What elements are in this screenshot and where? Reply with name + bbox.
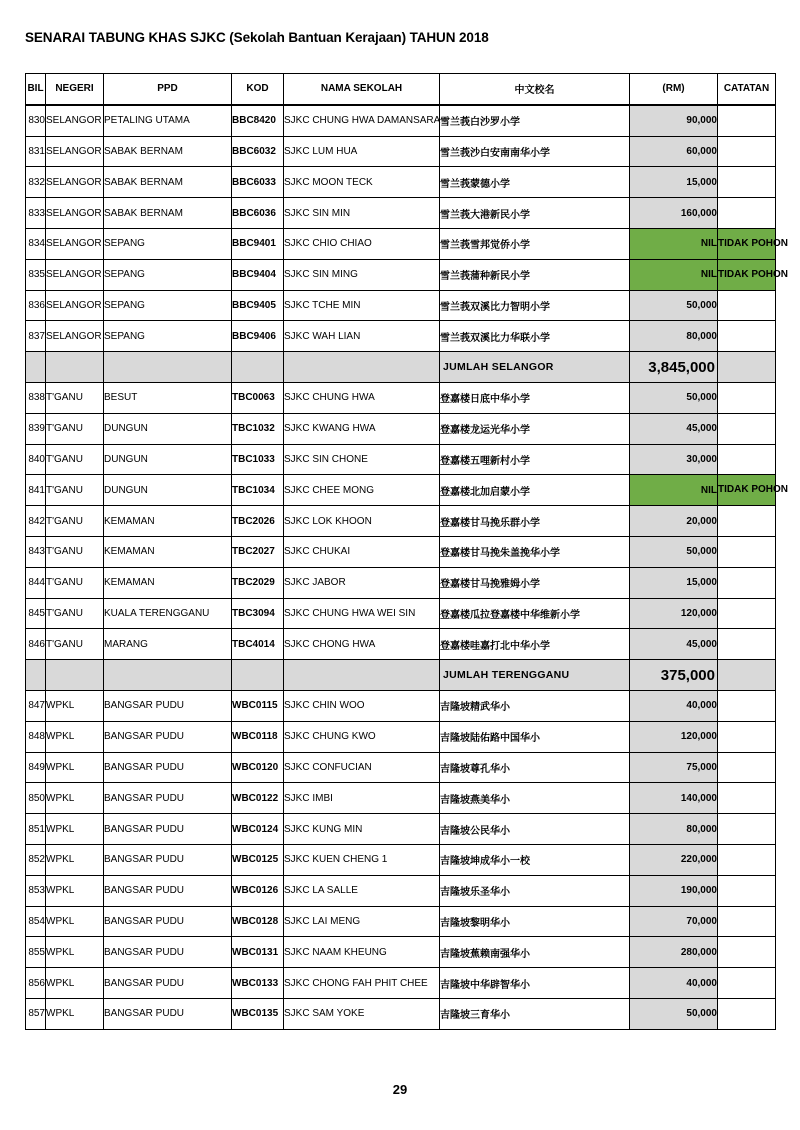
- negeri-cell: T'GANU: [46, 475, 104, 506]
- amount-cell: 160,000: [630, 198, 718, 229]
- ppd-cell: SABAK BERNAM: [104, 167, 232, 198]
- school-name-cell: SJKC NAAM KHEUNG: [284, 937, 440, 968]
- catatan-cell: [718, 105, 776, 136]
- school-name-cell: SJKC KWANG HWA: [284, 413, 440, 444]
- catatan-cell: [718, 844, 776, 875]
- header-ppd: PPD: [104, 74, 232, 105]
- ppd-cell: BANGSAR PUDU: [104, 814, 232, 845]
- subtotal-empty-cell: [718, 352, 776, 383]
- chinese-name-cell: 雪兰莪双溪比力华联小学: [440, 321, 630, 352]
- ppd-cell: BANGSAR PUDU: [104, 752, 232, 783]
- chinese-name-cell: 雪兰莪白沙罗小学: [440, 105, 630, 136]
- table-row: [26, 536, 776, 567]
- bil-cell: 843: [26, 536, 46, 567]
- table-row: [26, 259, 776, 290]
- bil-cell: 854: [26, 906, 46, 937]
- chinese-name-cell: 吉隆坡精武华小: [440, 690, 630, 721]
- subtotal-empty-cell: [26, 660, 46, 691]
- amount-cell: 120,000: [630, 721, 718, 752]
- ppd-cell: DUNGUN: [104, 444, 232, 475]
- amount-cell: 40,000: [630, 968, 718, 999]
- ppd-cell: BANGSAR PUDU: [104, 906, 232, 937]
- subtotal-empty-cell: [46, 660, 104, 691]
- header-bil: BIL: [26, 74, 46, 105]
- kod-cell: TBC3094: [232, 598, 284, 629]
- bil-cell: 837: [26, 321, 46, 352]
- negeri-cell: T'GANU: [46, 629, 104, 660]
- table-row: [26, 382, 776, 413]
- negeri-cell: WPKL: [46, 906, 104, 937]
- table-row: [26, 721, 776, 752]
- amount-cell: 120,000: [630, 598, 718, 629]
- table-row: [26, 198, 776, 229]
- bil-cell: 840: [26, 444, 46, 475]
- kod-cell: TBC2029: [232, 567, 284, 598]
- kod-cell: TBC2026: [232, 506, 284, 537]
- catatan-cell: [718, 875, 776, 906]
- subtotal-empty-cell: [284, 660, 440, 691]
- bil-cell: 846: [26, 629, 46, 660]
- table-row: [26, 321, 776, 352]
- catatan-cell: [718, 290, 776, 321]
- negeri-cell: SELANGOR: [46, 290, 104, 321]
- kod-cell: WBC0124: [232, 814, 284, 845]
- table-row: [26, 690, 776, 721]
- ppd-cell: BANGSAR PUDU: [104, 690, 232, 721]
- ppd-cell: SEPANG: [104, 321, 232, 352]
- kod-cell: WBC0135: [232, 998, 284, 1029]
- negeri-cell: WPKL: [46, 814, 104, 845]
- subtotal-row: [26, 352, 776, 383]
- catatan-cell: [718, 906, 776, 937]
- amount-cell: 280,000: [630, 937, 718, 968]
- school-name-cell: SJKC LAI MENG: [284, 906, 440, 937]
- negeri-cell: T'GANU: [46, 382, 104, 413]
- school-name-cell: SJKC SIN CHONE: [284, 444, 440, 475]
- chinese-name-cell: 吉隆坡黎明华小: [440, 906, 630, 937]
- school-name-cell: SJKC JABOR: [284, 567, 440, 598]
- negeri-cell: WPKL: [46, 968, 104, 999]
- negeri-cell: WPKL: [46, 998, 104, 1029]
- bil-cell: 836: [26, 290, 46, 321]
- ppd-cell: BANGSAR PUDU: [104, 998, 232, 1029]
- catatan-cell: [718, 721, 776, 752]
- catatan-cell: [718, 968, 776, 999]
- table-row: [26, 783, 776, 814]
- school-name-cell: SJKC CHIN WOO: [284, 690, 440, 721]
- catatan-cell: TIDAK POHON: [718, 475, 776, 506]
- school-name-cell: SJKC SIN MING: [284, 259, 440, 290]
- subtotal-empty-cell: [284, 352, 440, 383]
- school-name-cell: SJKC CHUNG HWA: [284, 382, 440, 413]
- amount-cell: 140,000: [630, 783, 718, 814]
- table-row: [26, 906, 776, 937]
- negeri-cell: WPKL: [46, 844, 104, 875]
- negeri-cell: SELANGOR: [46, 198, 104, 229]
- kod-cell: BBC9404: [232, 259, 284, 290]
- catatan-cell: [718, 783, 776, 814]
- catatan-cell: [718, 814, 776, 845]
- catatan-cell: [718, 629, 776, 660]
- school-name-cell: SJKC SIN MIN: [284, 198, 440, 229]
- subtotal-row: [26, 660, 776, 691]
- catatan-cell: [718, 536, 776, 567]
- ppd-cell: DUNGUN: [104, 475, 232, 506]
- negeri-cell: SELANGOR: [46, 167, 104, 198]
- table-row: [26, 167, 776, 198]
- bil-cell: 849: [26, 752, 46, 783]
- chinese-name-cell: 雪兰莪蒲种新民小学: [440, 259, 630, 290]
- negeri-cell: WPKL: [46, 937, 104, 968]
- subtotal-empty-cell: [104, 352, 232, 383]
- kod-cell: WBC0128: [232, 906, 284, 937]
- school-name-cell: SJKC KUEN CHENG 1: [284, 844, 440, 875]
- chinese-name-cell: 登嘉楼甘马挽雅姆小学: [440, 567, 630, 598]
- table-row: [26, 475, 776, 506]
- amount-cell: 60,000: [630, 136, 718, 167]
- negeri-cell: T'GANU: [46, 598, 104, 629]
- ppd-cell: MARANG: [104, 629, 232, 660]
- table-row: [26, 844, 776, 875]
- subtotal-value: 3,845,000: [630, 352, 718, 383]
- amount-cell: 90,000: [630, 105, 718, 136]
- amount-cell: 45,000: [630, 629, 718, 660]
- negeri-cell: WPKL: [46, 690, 104, 721]
- amount-cell: 70,000: [630, 906, 718, 937]
- catatan-cell: [718, 198, 776, 229]
- bil-cell: 830: [26, 105, 46, 136]
- amount-cell: 50,000: [630, 998, 718, 1029]
- catatan-cell: [718, 752, 776, 783]
- ppd-cell: SEPANG: [104, 259, 232, 290]
- kod-cell: BBC9405: [232, 290, 284, 321]
- ppd-cell: BANGSAR PUDU: [104, 721, 232, 752]
- negeri-cell: SELANGOR: [46, 105, 104, 136]
- table-row: [26, 814, 776, 845]
- catatan-cell: [718, 167, 776, 198]
- amount-cell: 50,000: [630, 536, 718, 567]
- chinese-name-cell: 登嘉楼龙运光华小学: [440, 413, 630, 444]
- chinese-name-cell: 登嘉楼哇嘉打北中华小学: [440, 629, 630, 660]
- catatan-cell: TIDAK POHON: [718, 259, 776, 290]
- kod-cell: BBC6036: [232, 198, 284, 229]
- school-name-cell: SJKC LOK KHOON: [284, 506, 440, 537]
- school-name-cell: SJKC CHONG HWA: [284, 629, 440, 660]
- ppd-cell: BANGSAR PUDU: [104, 783, 232, 814]
- catatan-cell: [718, 444, 776, 475]
- ppd-cell: KUALA TERENGGANU: [104, 598, 232, 629]
- chinese-name-cell: 吉隆坡尊孔华小: [440, 752, 630, 783]
- bil-cell: 853: [26, 875, 46, 906]
- bil-cell: 851: [26, 814, 46, 845]
- kod-cell: BBC6032: [232, 136, 284, 167]
- school-name-cell: SJKC CHUNG KWO: [284, 721, 440, 752]
- chinese-name-cell: 雪兰莪沙白安南南华小学: [440, 136, 630, 167]
- table-row: [26, 413, 776, 444]
- chinese-name-cell: 登嘉楼北加启蒙小学: [440, 475, 630, 506]
- amount-cell: 80,000: [630, 321, 718, 352]
- catatan-cell: [718, 598, 776, 629]
- school-fund-table: [25, 73, 788, 1030]
- bil-cell: 847: [26, 690, 46, 721]
- negeri-cell: T'GANU: [46, 536, 104, 567]
- chinese-name-cell: 吉隆坡陆佑路中国华小: [440, 721, 630, 752]
- bil-cell: 841: [26, 475, 46, 506]
- catatan-cell: [718, 413, 776, 444]
- header-row: [26, 74, 776, 105]
- ppd-cell: SEPANG: [104, 290, 232, 321]
- school-name-cell: SJKC WAH LIAN: [284, 321, 440, 352]
- chinese-name-cell: 雪兰莪双溪比力智明小学: [440, 290, 630, 321]
- chinese-name-cell: 吉隆坡燕美华小: [440, 783, 630, 814]
- ppd-cell: DUNGUN: [104, 413, 232, 444]
- subtotal-empty-cell: [104, 660, 232, 691]
- table-row: [26, 629, 776, 660]
- kod-cell: WBC0125: [232, 844, 284, 875]
- bil-cell: 835: [26, 259, 46, 290]
- chinese-name-cell: 登嘉楼甘马挽朱盖挽华小学: [440, 536, 630, 567]
- amount-cell: 20,000: [630, 506, 718, 537]
- kod-cell: BBC9406: [232, 321, 284, 352]
- kod-cell: WBC0131: [232, 937, 284, 968]
- subtotal-empty-cell: [46, 352, 104, 383]
- header-nama-sekolah: NAMA SEKOLAH: [284, 74, 440, 105]
- table-row: [26, 567, 776, 598]
- catatan-cell: [718, 136, 776, 167]
- catatan-cell: [718, 567, 776, 598]
- table-row: [26, 228, 776, 259]
- bil-cell: 842: [26, 506, 46, 537]
- amount-cell: 40,000: [630, 690, 718, 721]
- kod-cell: WBC0120: [232, 752, 284, 783]
- school-name-cell: SJKC CONFUCIAN: [284, 752, 440, 783]
- ppd-cell: SABAK BERNAM: [104, 136, 232, 167]
- chinese-name-cell: 吉隆坡中华辟智华小: [440, 968, 630, 999]
- header-negeri: NEGERI: [46, 74, 104, 105]
- negeri-cell: T'GANU: [46, 567, 104, 598]
- school-name-cell: SJKC LA SALLE: [284, 875, 440, 906]
- kod-cell: WBC0126: [232, 875, 284, 906]
- chinese-name-cell: 吉隆坡公民华小: [440, 814, 630, 845]
- school-name-cell: SJKC CHUKAI: [284, 536, 440, 567]
- bil-cell: 844: [26, 567, 46, 598]
- bil-cell: 839: [26, 413, 46, 444]
- table-row: [26, 290, 776, 321]
- negeri-cell: T'GANU: [46, 444, 104, 475]
- ppd-cell: KEMAMAN: [104, 536, 232, 567]
- kod-cell: WBC0133: [232, 968, 284, 999]
- school-name-cell: SJKC LUM HUA: [284, 136, 440, 167]
- chinese-name-cell: 登嘉楼瓜拉登嘉楼中华维新小学: [440, 598, 630, 629]
- ppd-cell: BANGSAR PUDU: [104, 875, 232, 906]
- catatan-cell: [718, 506, 776, 537]
- amount-cell: 30,000: [630, 444, 718, 475]
- amount-cell: 15,000: [630, 567, 718, 598]
- school-name-cell: SJKC CHEE MONG: [284, 475, 440, 506]
- ppd-cell: KEMAMAN: [104, 506, 232, 537]
- catatan-cell: [718, 937, 776, 968]
- table-row: [26, 752, 776, 783]
- negeri-cell: WPKL: [46, 752, 104, 783]
- negeri-cell: SELANGOR: [46, 228, 104, 259]
- ppd-cell: KEMAMAN: [104, 567, 232, 598]
- amount-cell: 50,000: [630, 290, 718, 321]
- chinese-name-cell: 登嘉楼日底中华小学: [440, 382, 630, 413]
- kod-cell: WBC0118: [232, 721, 284, 752]
- school-name-cell: SJKC IMBI: [284, 783, 440, 814]
- kod-cell: TBC4014: [232, 629, 284, 660]
- school-name-cell: SJKC SAM YOKE: [284, 998, 440, 1029]
- subtotal-label: JUMLAH SELANGOR: [440, 352, 630, 383]
- table-row: [26, 968, 776, 999]
- catatan-cell: [718, 690, 776, 721]
- negeri-cell: SELANGOR: [46, 259, 104, 290]
- chinese-name-cell: 登嘉楼甘马挽乐群小学: [440, 506, 630, 537]
- subtotal-label: JUMLAH TERENGGANU: [440, 660, 630, 691]
- negeri-cell: T'GANU: [46, 506, 104, 537]
- ppd-cell: BANGSAR PUDU: [104, 844, 232, 875]
- negeri-cell: T'GANU: [46, 413, 104, 444]
- negeri-cell: SELANGOR: [46, 321, 104, 352]
- page-title: SENARAI TABUNG KHAS SJKC (Sekolah Bantuan Kerajaan) TAHUN 2018: [25, 30, 489, 45]
- amount-cell: 75,000: [630, 752, 718, 783]
- catatan-cell: [718, 998, 776, 1029]
- school-name-cell: SJKC CHONG FAH PHIT CHEE: [284, 968, 440, 999]
- kod-cell: BBC6033: [232, 167, 284, 198]
- bil-cell: 838: [26, 382, 46, 413]
- subtotal-empty-cell: [26, 352, 46, 383]
- kod-cell: WBC0122: [232, 783, 284, 814]
- chinese-name-cell: 吉隆坡乐圣华小: [440, 875, 630, 906]
- chinese-name-cell: 吉隆坡坤成华小一校: [440, 844, 630, 875]
- amount-cell: 45,000: [630, 413, 718, 444]
- negeri-cell: SELANGOR: [46, 136, 104, 167]
- kod-cell: TBC1032: [232, 413, 284, 444]
- table-row: [26, 136, 776, 167]
- table-row: [26, 506, 776, 537]
- table-row: [26, 998, 776, 1029]
- subtotal-empty-cell: [232, 660, 284, 691]
- catatan-cell: [718, 382, 776, 413]
- catatan-cell: [718, 321, 776, 352]
- chinese-name-cell: 吉隆坡蕉赖南强华小: [440, 937, 630, 968]
- bil-cell: 852: [26, 844, 46, 875]
- negeri-cell: WPKL: [46, 783, 104, 814]
- negeri-cell: WPKL: [46, 875, 104, 906]
- bil-cell: 833: [26, 198, 46, 229]
- kod-cell: TBC1033: [232, 444, 284, 475]
- amount-cell: 190,000: [630, 875, 718, 906]
- subtotal-value: 375,000: [630, 660, 718, 691]
- bil-cell: 856: [26, 968, 46, 999]
- table-row: [26, 937, 776, 968]
- chinese-name-cell: 雪兰莪大港新民小学: [440, 198, 630, 229]
- bil-cell: 850: [26, 783, 46, 814]
- school-name-cell: SJKC CHUNG HWA DAMANSARA: [284, 105, 440, 136]
- chinese-name-cell: 雪兰莪蒙德小学: [440, 167, 630, 198]
- bil-cell: 845: [26, 598, 46, 629]
- amount-cell: NIL: [630, 475, 718, 506]
- school-name-cell: SJKC KUNG MIN: [284, 814, 440, 845]
- table-row: [26, 105, 776, 136]
- bil-cell: 832: [26, 167, 46, 198]
- school-name-cell: SJKC MOON TECK: [284, 167, 440, 198]
- table-row: [26, 598, 776, 629]
- header-chinese-name: 中文校名: [440, 74, 630, 105]
- ppd-cell: BANGSAR PUDU: [104, 968, 232, 999]
- subtotal-empty-cell: [718, 660, 776, 691]
- school-name-cell: SJKC TCHE MIN: [284, 290, 440, 321]
- negeri-cell: WPKL: [46, 721, 104, 752]
- kod-cell: BBC9401: [232, 228, 284, 259]
- header-rm: (RM): [630, 74, 718, 105]
- amount-cell: NIL: [630, 228, 718, 259]
- header-kod: KOD: [232, 74, 284, 105]
- amount-cell: 50,000: [630, 382, 718, 413]
- bil-cell: 834: [26, 228, 46, 259]
- header-catatan: CATATAN: [718, 74, 776, 105]
- page-number: 29: [392, 1082, 408, 1097]
- amount-cell: 15,000: [630, 167, 718, 198]
- amount-cell: NIL: [630, 259, 718, 290]
- kod-cell: TBC0063: [232, 382, 284, 413]
- chinese-name-cell: 登嘉楼五哩新村小学: [440, 444, 630, 475]
- catatan-cell: TIDAK POHON: [718, 228, 776, 259]
- table-row: [26, 444, 776, 475]
- ppd-cell: SABAK BERNAM: [104, 198, 232, 229]
- bil-cell: 831: [26, 136, 46, 167]
- amount-cell: 80,000: [630, 814, 718, 845]
- kod-cell: WBC0115: [232, 690, 284, 721]
- ppd-cell: BESUT: [104, 382, 232, 413]
- ppd-cell: BANGSAR PUDU: [104, 937, 232, 968]
- kod-cell: BBC8420: [232, 105, 284, 136]
- chinese-name-cell: 吉隆坡三育华小: [440, 998, 630, 1029]
- school-name-cell: SJKC CHUNG HWA WEI SIN: [284, 598, 440, 629]
- bil-cell: 855: [26, 937, 46, 968]
- kod-cell: TBC1034: [232, 475, 284, 506]
- bil-cell: 848: [26, 721, 46, 752]
- ppd-cell: PETALING UTAMA: [104, 105, 232, 136]
- kod-cell: TBC2027: [232, 536, 284, 567]
- bil-cell: 857: [26, 998, 46, 1029]
- chinese-name-cell: 雪兰莪雪邦觉侨小学: [440, 228, 630, 259]
- school-name-cell: SJKC CHIO CHIAO: [284, 228, 440, 259]
- ppd-cell: SEPANG: [104, 228, 232, 259]
- subtotal-empty-cell: [232, 352, 284, 383]
- amount-cell: 220,000: [630, 844, 718, 875]
- table-row: [26, 875, 776, 906]
